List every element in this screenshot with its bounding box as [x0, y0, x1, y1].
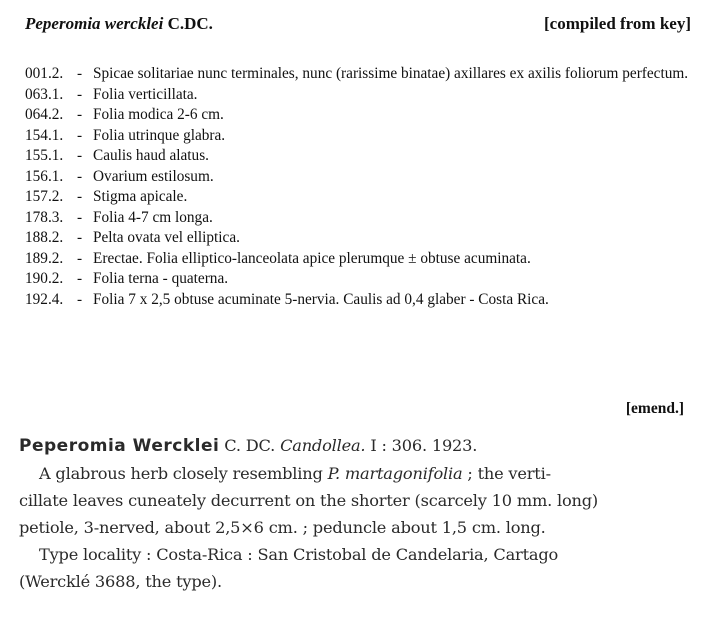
key-entry [25, 64, 705, 85]
key-entry [25, 126, 705, 147]
key-code: 154.1. [25, 126, 64, 144]
key-text: Folia verticillata. [93, 85, 198, 103]
key-code: 156.1. [25, 167, 64, 185]
key-text: Stigma apicale. [93, 188, 188, 205]
key-entry [25, 146, 705, 167]
key-text: Folia terna - quaterna. [93, 270, 229, 287]
compiled-note: [compiled from key] [544, 14, 691, 33]
type-locality-line: Type locality : Costa-Rica : San Cristobal de Candelaria, Cartago [39, 545, 559, 564]
key-text: Folia utrinque glabra. [93, 126, 226, 144]
key-text: Folia 7 x 2,5 obtuse acuminate 5-nervia. Caulis ad 0,4 glaber - Costa Rica. [93, 290, 549, 308]
key-entry [25, 249, 705, 270]
original-text-line [19, 460, 699, 487]
key-dash: - [77, 147, 83, 164]
key-entry [25, 290, 705, 311]
key-text: Ovarium estilosum. [93, 167, 214, 185]
key-text: Spicae solitariae nunc terminales, nunc (rarissime binatae) axillares ex axilis foliorum perfectum. [93, 65, 689, 82]
type-specimen-line: (Wercklé 3688, the type). [19, 572, 222, 591]
key-entry [25, 269, 705, 290]
key-code: 001.2. [25, 65, 64, 82]
key-dash: - [77, 290, 83, 308]
key-code: 188.2. [25, 229, 64, 246]
document-header [25, 14, 691, 38]
original-species-name: Peperomia Wercklei [19, 436, 220, 456]
original-title-line [19, 432, 699, 460]
key-list [25, 64, 705, 310]
original-text-line: cillate leaves cuneately decurrent on the shorter (scarcely 10 mm. long) [19, 491, 599, 510]
key-code: 155.1. [25, 147, 64, 164]
key-entry [25, 167, 705, 188]
key-entry [25, 228, 705, 249]
key-dash: - [77, 188, 83, 205]
emend-label: [emend.] [625, 400, 684, 417]
key-text: Pelta ovata vel elliptica. [93, 229, 240, 246]
key-code: 192.4. [25, 290, 64, 308]
key-dash: - [77, 106, 83, 123]
original-text-fragment: A glabrous herb closely resembling [39, 464, 323, 483]
species-heading [25, 14, 213, 34]
key-dash: - [77, 85, 83, 103]
species-author: C.DC. [167, 14, 213, 33]
key-code: 063.1. [25, 85, 64, 103]
key-text: Erectae. Folia elliptico-lanceolata apice plerumque ± obtuse acuminata. [93, 249, 531, 267]
key-dash: - [77, 270, 83, 287]
key-entry [25, 208, 705, 229]
key-dash: - [77, 208, 83, 226]
key-dash: - [77, 229, 83, 246]
key-code: 190.2. [25, 270, 64, 287]
original-author: C. DC. [224, 436, 276, 455]
key-code: 189.2. [25, 249, 64, 267]
species-name: Peperomia wercklei [25, 14, 164, 33]
key-dash: - [77, 249, 83, 267]
compared-species: P. martagonifolia [327, 464, 463, 483]
key-entry [25, 105, 705, 126]
original-text-fragment: ; the verti- [467, 464, 551, 483]
key-code: 064.2. [25, 106, 64, 123]
key-entry [25, 187, 705, 208]
original-text-line: petiole, 3-nerved, about 2,5×6 cm. ; peduncle about 1,5 cm. long. [19, 518, 546, 537]
key-entry [25, 85, 705, 106]
key-code: 178.3. [25, 208, 64, 226]
key-text: Caulis haud alatus. [93, 147, 209, 164]
original-citation: I : 306. 1923. [370, 436, 478, 455]
key-dash: - [77, 126, 83, 144]
key-text: Folia modica 2-6 cm. [93, 106, 224, 123]
original-publication: Candollea. [280, 436, 366, 455]
original-description [19, 432, 699, 595]
key-code: 157.2. [25, 188, 64, 205]
key-text: Folia 4-7 cm longa. [93, 208, 213, 226]
key-dash: - [77, 167, 83, 185]
key-dash: - [77, 65, 83, 82]
